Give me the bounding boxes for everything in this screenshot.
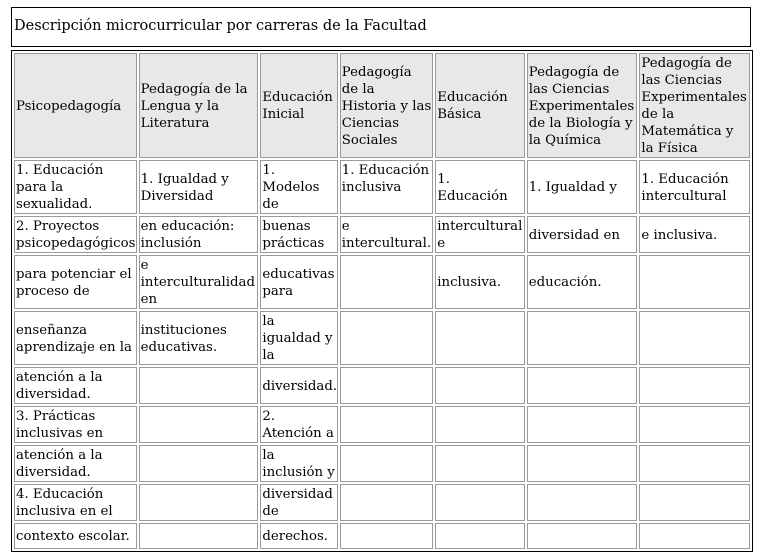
- table-cell: [639, 406, 750, 443]
- table-cell: instituciones educativas.: [139, 311, 259, 365]
- table-cell: diversidad en: [527, 216, 638, 253]
- table-cell: [340, 255, 434, 309]
- header-educacion-inicial: Educación Inicial: [260, 53, 337, 158]
- table-cell: [139, 445, 259, 482]
- table-cell: [435, 445, 524, 482]
- table-cell: [639, 523, 750, 549]
- table-cell: [527, 367, 638, 404]
- table-cell: [527, 523, 638, 549]
- table-cell: 1. Educación inclusiva: [340, 160, 434, 214]
- table-cell: [340, 367, 434, 404]
- table-cell: contexto escolar.: [14, 523, 137, 549]
- table-cell: intercultural e: [435, 216, 524, 253]
- header-biologia-quimica: Pedagogía de las Ciencias Experimentales de la Biología y la Química: [527, 53, 638, 158]
- table-row: [14, 445, 750, 482]
- header-row: [14, 53, 750, 158]
- table-cell: [639, 255, 750, 309]
- table-cell: 1. Educación: [435, 160, 524, 214]
- table-cell: [527, 445, 638, 482]
- table-cell: diversidad.: [260, 367, 337, 404]
- table-cell: 3. Prácticas inclusivas en: [14, 406, 137, 443]
- table-cell: la inclusión y: [260, 445, 337, 482]
- table-cell: [340, 311, 434, 365]
- table-cell: diversidad de: [260, 484, 337, 521]
- table-row: [14, 216, 750, 253]
- table-cell: enseñanza aprendizaje en la: [14, 311, 137, 365]
- table-cell: [139, 523, 259, 549]
- table-title-box: [11, 7, 751, 47]
- table-cell: [139, 484, 259, 521]
- table-cell: [639, 445, 750, 482]
- table-cell: para potenciar el proceso de: [14, 255, 137, 309]
- table-cell: 1. Igualdad y Diversidad: [139, 160, 259, 214]
- table-cell: derechos.: [260, 523, 337, 549]
- table-cell: [340, 484, 434, 521]
- table-cell: educación.: [527, 255, 638, 309]
- curriculum-table: [11, 50, 753, 552]
- table-cell: e interculturalidad en: [139, 255, 259, 309]
- table-cell: [139, 406, 259, 443]
- table-cell: en educación: inclusión: [139, 216, 259, 253]
- table-row: [14, 311, 750, 365]
- table-cell: inclusiva.: [435, 255, 524, 309]
- table-cell: [435, 484, 524, 521]
- table-row: [14, 484, 750, 521]
- table-cell: 2. Atención a: [260, 406, 337, 443]
- header-historia-ciencias-sociales: Pedagogía de la Historia y las Ciencias Sociales: [340, 53, 434, 158]
- table-cell: [340, 445, 434, 482]
- header-educacion-basica: Educación Básica: [435, 53, 524, 158]
- table-cell: [527, 311, 638, 365]
- table-cell: educativas para: [260, 255, 337, 309]
- table-cell: [435, 367, 524, 404]
- header-psicopedagogia: Psicopedagogía: [14, 53, 137, 158]
- table-cell: 1. Igualdad y: [527, 160, 638, 214]
- table-title: Descripción microcurricular por carreras de la Facultad: [14, 18, 427, 34]
- table-row: [14, 523, 750, 549]
- table-cell: [639, 367, 750, 404]
- table-cell: e intercultural.: [340, 216, 434, 253]
- table-cell: atención a la diversidad.: [14, 367, 137, 404]
- table-row: [14, 255, 750, 309]
- table-cell: [639, 311, 750, 365]
- table-cell: [435, 523, 524, 549]
- table-cell: [639, 484, 750, 521]
- table-cell: 1. Educación intercultural: [639, 160, 750, 214]
- table-cell: [139, 367, 259, 404]
- table-cell: 2. Proyectos psicopedagógicos: [14, 216, 137, 253]
- header-matematica-fisica: Pedagogía de las Ciencias Experimentales de la Matemática y la Física: [639, 53, 750, 158]
- table-cell: [435, 406, 524, 443]
- table-cell: 1. Educación para la sexualidad.: [14, 160, 137, 214]
- table-cell: [527, 484, 638, 521]
- table-cell: [527, 406, 638, 443]
- table-cell: buenas prácticas: [260, 216, 337, 253]
- table-row: [14, 406, 750, 443]
- table-cell: la igualdad y la: [260, 311, 337, 365]
- table-cell: [340, 406, 434, 443]
- table-cell: atención a la diversidad.: [14, 445, 137, 482]
- table-row: [14, 367, 750, 404]
- table-cell: e inclusiva.: [639, 216, 750, 253]
- table-row: [14, 160, 750, 214]
- table-cell: 1. Modelos de: [260, 160, 337, 214]
- header-lengua-literatura: Pedagogía de la Lengua y la Literatura: [139, 53, 259, 158]
- table-cell: [340, 523, 434, 549]
- table-cell: 4. Educación inclusiva en el: [14, 484, 137, 521]
- table-cell: [435, 311, 524, 365]
